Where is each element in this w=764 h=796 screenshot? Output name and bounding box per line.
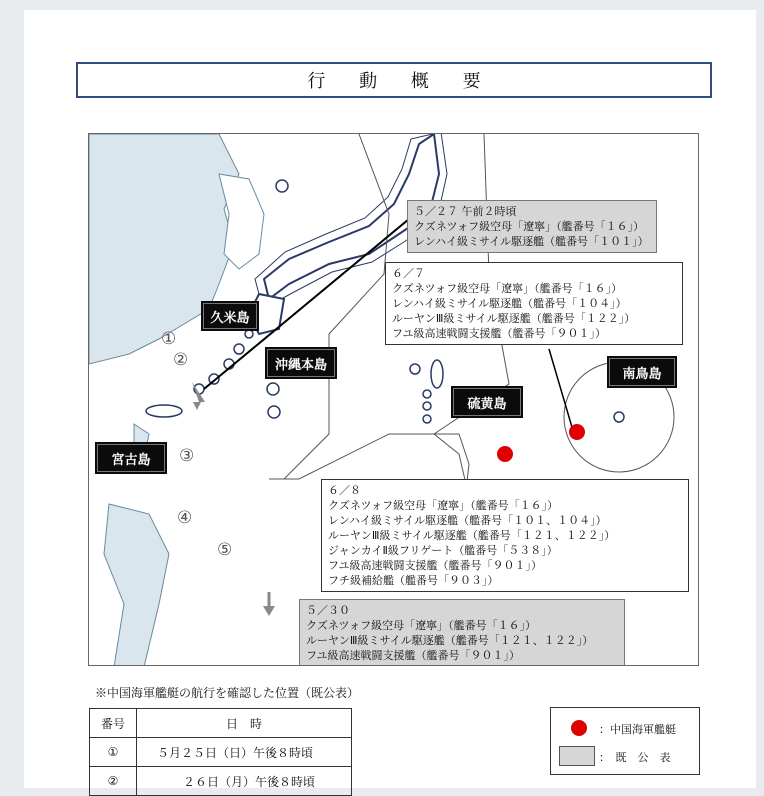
ship-marker-2 (497, 446, 513, 462)
report-line: ６／８ (328, 484, 361, 497)
position-marker: ② (173, 350, 189, 370)
minamitorishima-island (614, 412, 624, 422)
table-row (90, 767, 352, 796)
label-okinawa: 沖縄本島 (265, 347, 337, 379)
report-line: フユ級高速戦闘支援艦（艦番号「９０１」） (392, 327, 606, 340)
movement-arrow-2-head (263, 606, 275, 616)
label-iwoto: 硫黄島 (451, 386, 523, 418)
ogasawara-islands (410, 360, 443, 423)
report-box-0607 (385, 262, 683, 345)
report-line: クズネツォフ級空母「遼寧」（艦番号「１６」） (392, 282, 623, 295)
report-line: クズネツォフ級空母「遼寧」（艦番号「１６」） (306, 619, 537, 632)
philippines (104, 504, 169, 666)
report-line: フチ級補給艦（艦番号「９０３」） (328, 574, 499, 587)
table-header-time: 日 時 (137, 709, 352, 738)
report-line: ルーヤンⅢ級ミサイル駆逐艦（艦番号「１２１、１２２」） (306, 634, 594, 647)
position-marker: ⑤ (217, 540, 233, 560)
label-miyako: 宮古島 (95, 442, 167, 474)
report-line: クズネツォフ級空母「遼寧」（艦番号「１６」） (414, 220, 645, 233)
report-line: ５／３０ (306, 604, 350, 617)
report-box-0608 (321, 479, 689, 592)
position-table (89, 708, 352, 796)
report-line: フユ級高速戦闘支援艦（艦番号「９０１」） (306, 649, 520, 662)
title-box (76, 62, 712, 98)
ship-marker-1 (569, 424, 585, 440)
page-title: 行 動 概 要 (307, 71, 495, 92)
label-kume: 久米島 (201, 301, 259, 331)
table-cell-num: ① (90, 738, 137, 767)
report-line: レンハイ級ミサイル駆逐艦（艦番号「１０１」） (414, 235, 649, 248)
table-cell-time: ５月２５日（日）午後８時頃 (137, 738, 352, 767)
position-marker: ① (161, 329, 177, 349)
report-line: ジャンカイⅡ級フリゲート（艦番号「５３８」） (328, 544, 558, 557)
position-marker: ③ (179, 446, 195, 466)
report-line: ルーヤンⅢ級ミサイル駆逐艦（艦番号「１２２」） (392, 312, 636, 325)
report-line: フユ級高速戦闘支援艦（艦番号「９０１」） (328, 559, 542, 572)
report-line: レンハイ級ミサイル駆逐艦（艦番号「１０４」） (392, 297, 627, 310)
position-marker: ④ (177, 508, 193, 528)
report-box-0527 (407, 200, 657, 253)
report-box-0530 (299, 599, 625, 666)
table-header-num: 番号 (90, 709, 137, 738)
table-row (90, 738, 352, 767)
legend (550, 707, 700, 775)
legend-ship-marker (571, 720, 587, 736)
legend-published-label: ： 既 公 表 (599, 751, 671, 764)
report-line: レンハイ級ミサイル駆逐艦（艦番号「１０１、１０４」） (328, 514, 607, 527)
report-line: ６／７ (392, 267, 425, 280)
map (88, 133, 699, 666)
report-line: クズネツォフ級空母「遼寧」（艦番号「１６」） (328, 499, 559, 512)
legend-ship-label: ：中国海軍艦艇 (599, 723, 676, 736)
table-cell-num: ② (90, 767, 137, 796)
legend-published-swatch (559, 746, 595, 766)
label-minamitorishima: 南鳥島 (607, 356, 677, 388)
table-cell-time: ２６日（月）午後８時頃 (137, 767, 352, 796)
map-note: ※中国海軍艦艇の航行を確認した位置（既公表） (95, 686, 360, 700)
report-line: ルーヤンⅢ級ミサイル駆逐艦（艦番号「１２１、１２２」） (328, 529, 616, 542)
report-line: ５／２７ 午前２時頃 (414, 205, 517, 218)
